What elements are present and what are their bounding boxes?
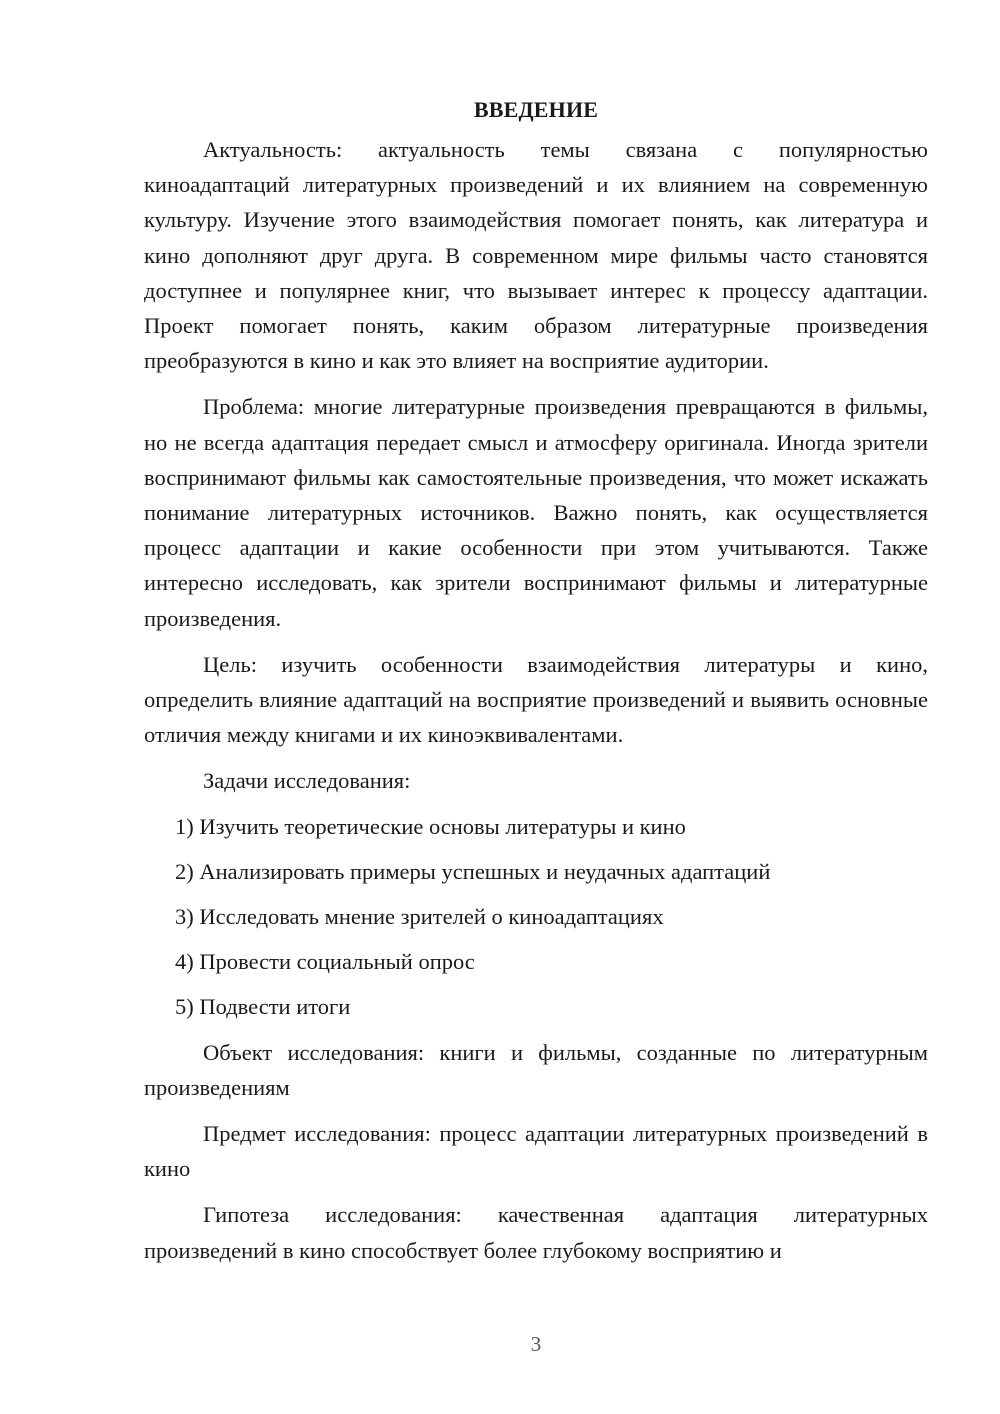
task-list bbox=[144, 809, 928, 1025]
task-item: 1) Изучить теоретические основы литературы и кино bbox=[175, 813, 686, 839]
tasks-title: Задачи исследования: bbox=[203, 768, 411, 794]
task-item: 2) Анализировать примеры успешных и неудачных адаптаций bbox=[175, 858, 771, 884]
relevance-paragraph: Актуальность: актуальность темы связана с популярностью киноадаптаций литературных произведений и их влиянием на современную культуру. Изучение этого взаимодействия помогает понять, как литература и кино дополняют друг друга. В современном мире фильмы часто становятся доступнее и популярнее книг, что вызывает интерес к процессу адаптации. Проект помогает понять, каким образом литературные произведения преобразуются в кино и как это влияет на восприятие аудитории. bbox=[144, 137, 928, 374]
task-item: 5) Подвести итоги bbox=[175, 994, 351, 1020]
goal-paragraph: Цель: изучить особенности взаимодействия литературы и кино, определить влияние адаптаций на восприятие произведений и выявить основные отличия между книгами и их киноэквивалентами. bbox=[144, 651, 928, 748]
problem-paragraph: Проблема: многие литературные произведения превращаются в фильмы, но не всегда адаптация передает смысл и атмосферу оригинала. Иногда зрители воспринимают фильмы как самостоятельные произведения, что может искажать понимание литературных источников. Важно понять, как осуществляется процесс адаптации и какие особенности при этом учитываются. Также интересно исследовать, как зрители воспринимают фильмы и литературные произведения. bbox=[144, 394, 928, 631]
task-item: 4) Провести социальный опрос bbox=[175, 949, 475, 975]
subject-paragraph: Предмет исследования: процесс адаптации литературных произведений в кино bbox=[144, 1121, 928, 1182]
task-item: 3) Исследовать мнение зрителей о киноадаптациях bbox=[175, 904, 664, 930]
hypothesis-paragraph: Гипотеза исследования: качественная адаптация литературных произведений в кино способствует более глубокому восприятию и bbox=[144, 1202, 928, 1263]
document-page bbox=[144, 92, 928, 1268]
page-title: ВВЕДЕНИЕ bbox=[473, 97, 599, 122]
object-paragraph: Объект исследования: книги и фильмы, созданные по литературным произведениям bbox=[144, 1039, 928, 1100]
page-number: 3 bbox=[530, 1332, 542, 1356]
